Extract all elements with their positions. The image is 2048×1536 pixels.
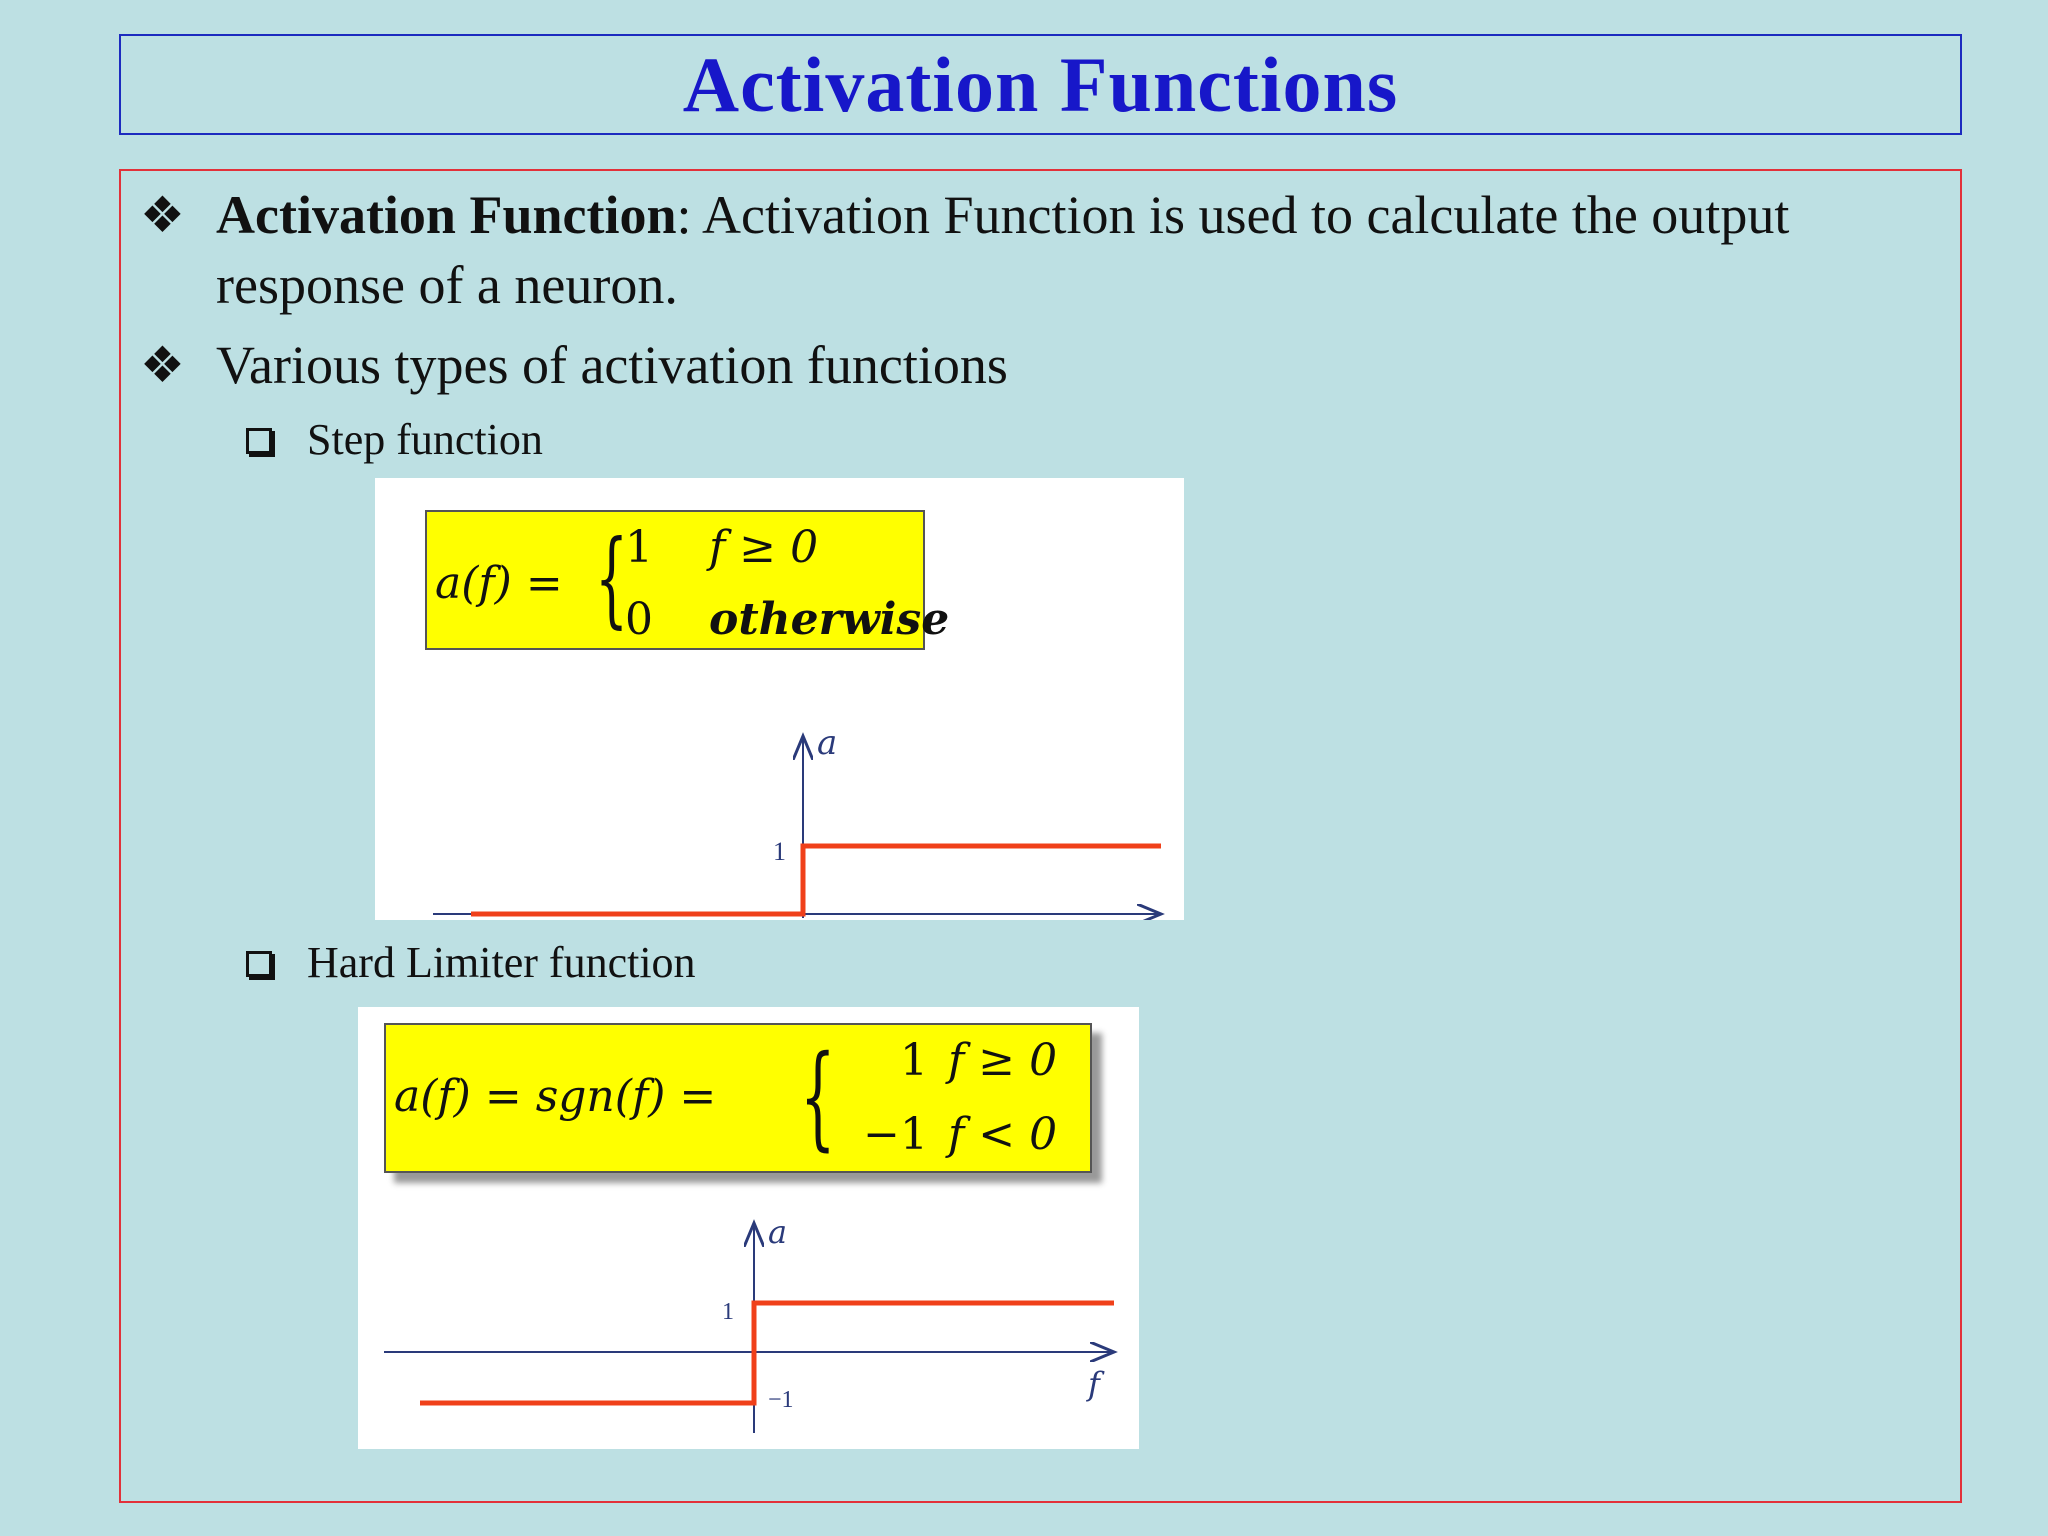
step-case1-condition: f ≥ 0 — [709, 522, 819, 573]
bullet-various-types: Various types of activation functions — [216, 335, 1008, 395]
diamond-bullet-icon: ❖ — [140, 337, 185, 393]
diamond-bullet-icon: ❖ — [140, 187, 185, 243]
hard-tick-neg-one: −1 — [768, 1387, 794, 1413]
subitem-step-function: Step function — [307, 415, 543, 464]
step-formula-lhs: a(f) = — [435, 558, 563, 609]
bullet-term: Activation Function — [216, 185, 677, 245]
hard-tick-one: 1 — [722, 1299, 734, 1325]
step-function-figure — [375, 478, 1184, 920]
hard-plot — [358, 1007, 1139, 1449]
brace-icon: { — [595, 517, 629, 639]
hard-formula-lhs: a(f) = sgn(f) = — [394, 1071, 717, 1122]
subitem-hard-limiter: Hard Limiter function — [307, 938, 696, 987]
hard-x-axis-label: f — [1088, 1365, 1100, 1403]
checkbox-square-icon — [246, 951, 272, 977]
bullet-activation-function — [216, 180, 1916, 320]
hard-limiter-figure — [358, 1007, 1139, 1449]
hard-case2-condition: f < 0 — [948, 1109, 1058, 1160]
hard-y-axis-label: a — [768, 1213, 788, 1251]
step-case1-value: 1 — [625, 522, 653, 573]
step-curve — [471, 846, 1161, 914]
hard-case1-condition: f ≥ 0 — [948, 1035, 1058, 1086]
hard-case1-value: 1 — [900, 1035, 928, 1086]
bullet-text-line1: : Activation Function is used to calculate the output — [676, 185, 1790, 245]
step-y-axis-label: a — [817, 723, 838, 763]
bullet-text-line2: response of a neuron. — [216, 255, 678, 315]
brace-icon: { — [800, 1032, 836, 1162]
step-tick-one: 1 — [773, 837, 786, 866]
step-case2-condition: otherwise — [709, 594, 950, 645]
step-plot — [375, 478, 1184, 920]
title-box — [119, 34, 1962, 135]
page-title: Activation Functions — [682, 40, 1399, 128]
step-case2-value: 0 — [625, 594, 653, 645]
checkbox-square-icon — [246, 428, 272, 454]
hard-case2-value: −1 — [863, 1109, 928, 1160]
